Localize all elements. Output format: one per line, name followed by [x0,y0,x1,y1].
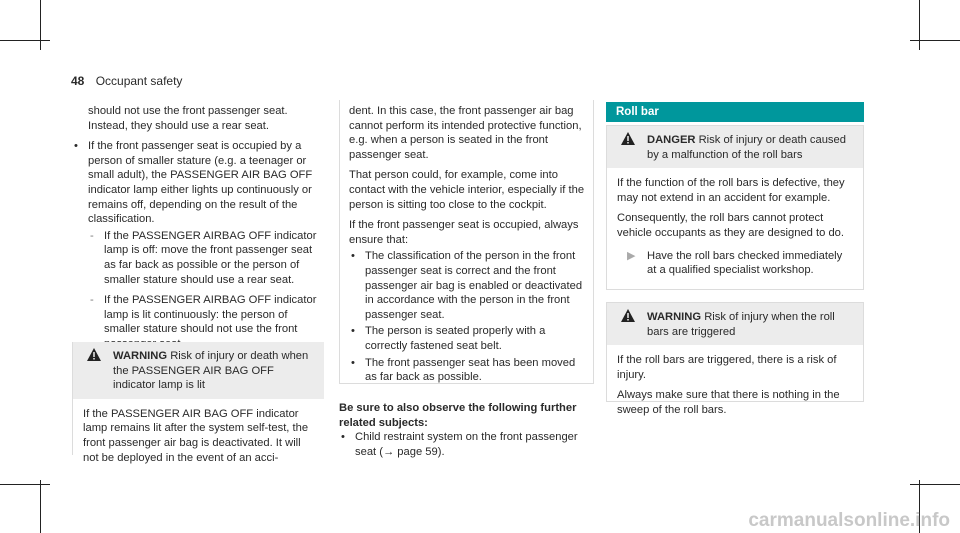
paragraph: dent. In this case, the front passenger air bag cannot perform its intended protective function, e.g. when a person is seated in the front passenger seat. [349,105,582,161]
page-number: 48 [71,74,85,88]
column-2 [349,104,587,387]
warning-label: WARNING [647,311,702,323]
warning-icon [621,309,635,327]
list-item [349,249,587,322]
danger-box [606,125,864,290]
sub-item-text: If the PASSENGER AIRBAG OFF indicator lamp is off: move the front passenger seat as far back as possible or the person of smaller stature should use a rear seat. [104,229,317,286]
warning-icon [87,348,101,366]
warning-header [607,303,863,345]
danger-title: Risk of injury or death caused by a malfunction of the roll bars [647,134,846,161]
warning-label: WARNING [113,350,168,362]
list-item-text: The classification of the person in the front passenger seat is correct and the front passenger air bag is enabled or deactivated in accordance with the person in the front passenger seat. [365,250,583,321]
paragraph: That person could, for example, come into contact with the vehicle interior, especially if the person is sitting too close to the cockpit. [349,169,585,211]
further-heading: Be sure to also observe the following further related subjects: [339,402,577,429]
list-item [349,356,587,385]
danger-header [607,126,863,168]
further-subjects [339,401,597,461]
paragraph: If the function of the roll bars is defective, they may not extend in an accident for example. [617,177,845,204]
bullet-icon: • [351,325,355,338]
section-title: Occupant safety [95,74,183,88]
warning-icon [621,132,635,150]
list-item [349,324,587,353]
list-item-text: Child restraint system on the front passenger seat (→ page 59). [355,431,578,458]
list-item [72,139,324,227]
warning-header [73,342,324,399]
warning-box-roll-bar [606,302,864,416]
page-header [71,74,182,89]
list-item-text: The person is seated properly with a correctly fastened seat belt. [365,325,546,352]
sub-item-text: If the PASSENGER AIRBAG OFF indicator lamp is lit continuously: the person of smaller stature should not use the front [104,294,317,336]
bullet-icon: • [351,250,355,263]
warning-box [72,342,324,464]
crop-mark [40,0,41,50]
crop-mark [919,0,920,50]
watermark: carmanualsonline.info [748,510,950,532]
column-1 [72,104,324,358]
crop-mark [40,480,41,533]
warning-title: Risk of injury or death when the PASSENGER AIR BAG OFF indicator lamp is lit [113,350,309,392]
crop-mark [0,484,50,485]
list-item-text: The front passenger seat has been moved as far back as possible. [365,356,576,384]
warning-body: If the PASSENGER AIR BAG OFF indicator lamp remains lit after the system self-test, the front passenger air bag is deactivated. It will not be deployed in the event of an acci- [83,407,309,464]
paragraph: If the roll bars are triggered, there is a risk of injury. [617,354,837,381]
danger-body [607,168,863,286]
action-text: Have the roll bars checked immediately at a qualified specialist workshop. [647,249,843,277]
action-item [617,249,853,278]
sub-list-item [72,229,324,287]
list-item-text: If the front passenger seat is occupied by a person of smaller stature (e.g. a teenager or small adult), the PASSENGER AIR BAG OFF indicator lamp either lights up continuously or remains off, depending on the result of the classification. [88,140,313,226]
paragraph: should not use the front passenger seat. Instead, they should use a rear seat. [88,105,288,132]
list-item [339,430,597,459]
bullet-icon: • [74,140,78,153]
crop-mark [910,40,960,41]
bullet-icon: • [341,431,345,444]
paragraph: If the front passenger seat is occupied, always ensure that: [349,219,579,246]
crop-mark [910,484,960,485]
play-arrow-icon: ▶ [627,249,636,262]
warning-title: Risk of injury when the roll bars are triggered [647,311,835,338]
danger-label: DANGER [647,134,696,146]
warning-body [607,345,863,425]
crop-mark [0,40,50,41]
paragraph: Consequently, the roll bars cannot protect vehicle occupants as they are designed to do. [617,212,845,239]
paragraph: Always make sure that there is nothing in the sweep of the roll bars. [617,389,840,416]
bullet-icon: • [351,356,355,369]
dash-icon: - [90,294,94,307]
section-heading: Roll bar [606,102,864,122]
dash-icon: - [90,229,94,242]
